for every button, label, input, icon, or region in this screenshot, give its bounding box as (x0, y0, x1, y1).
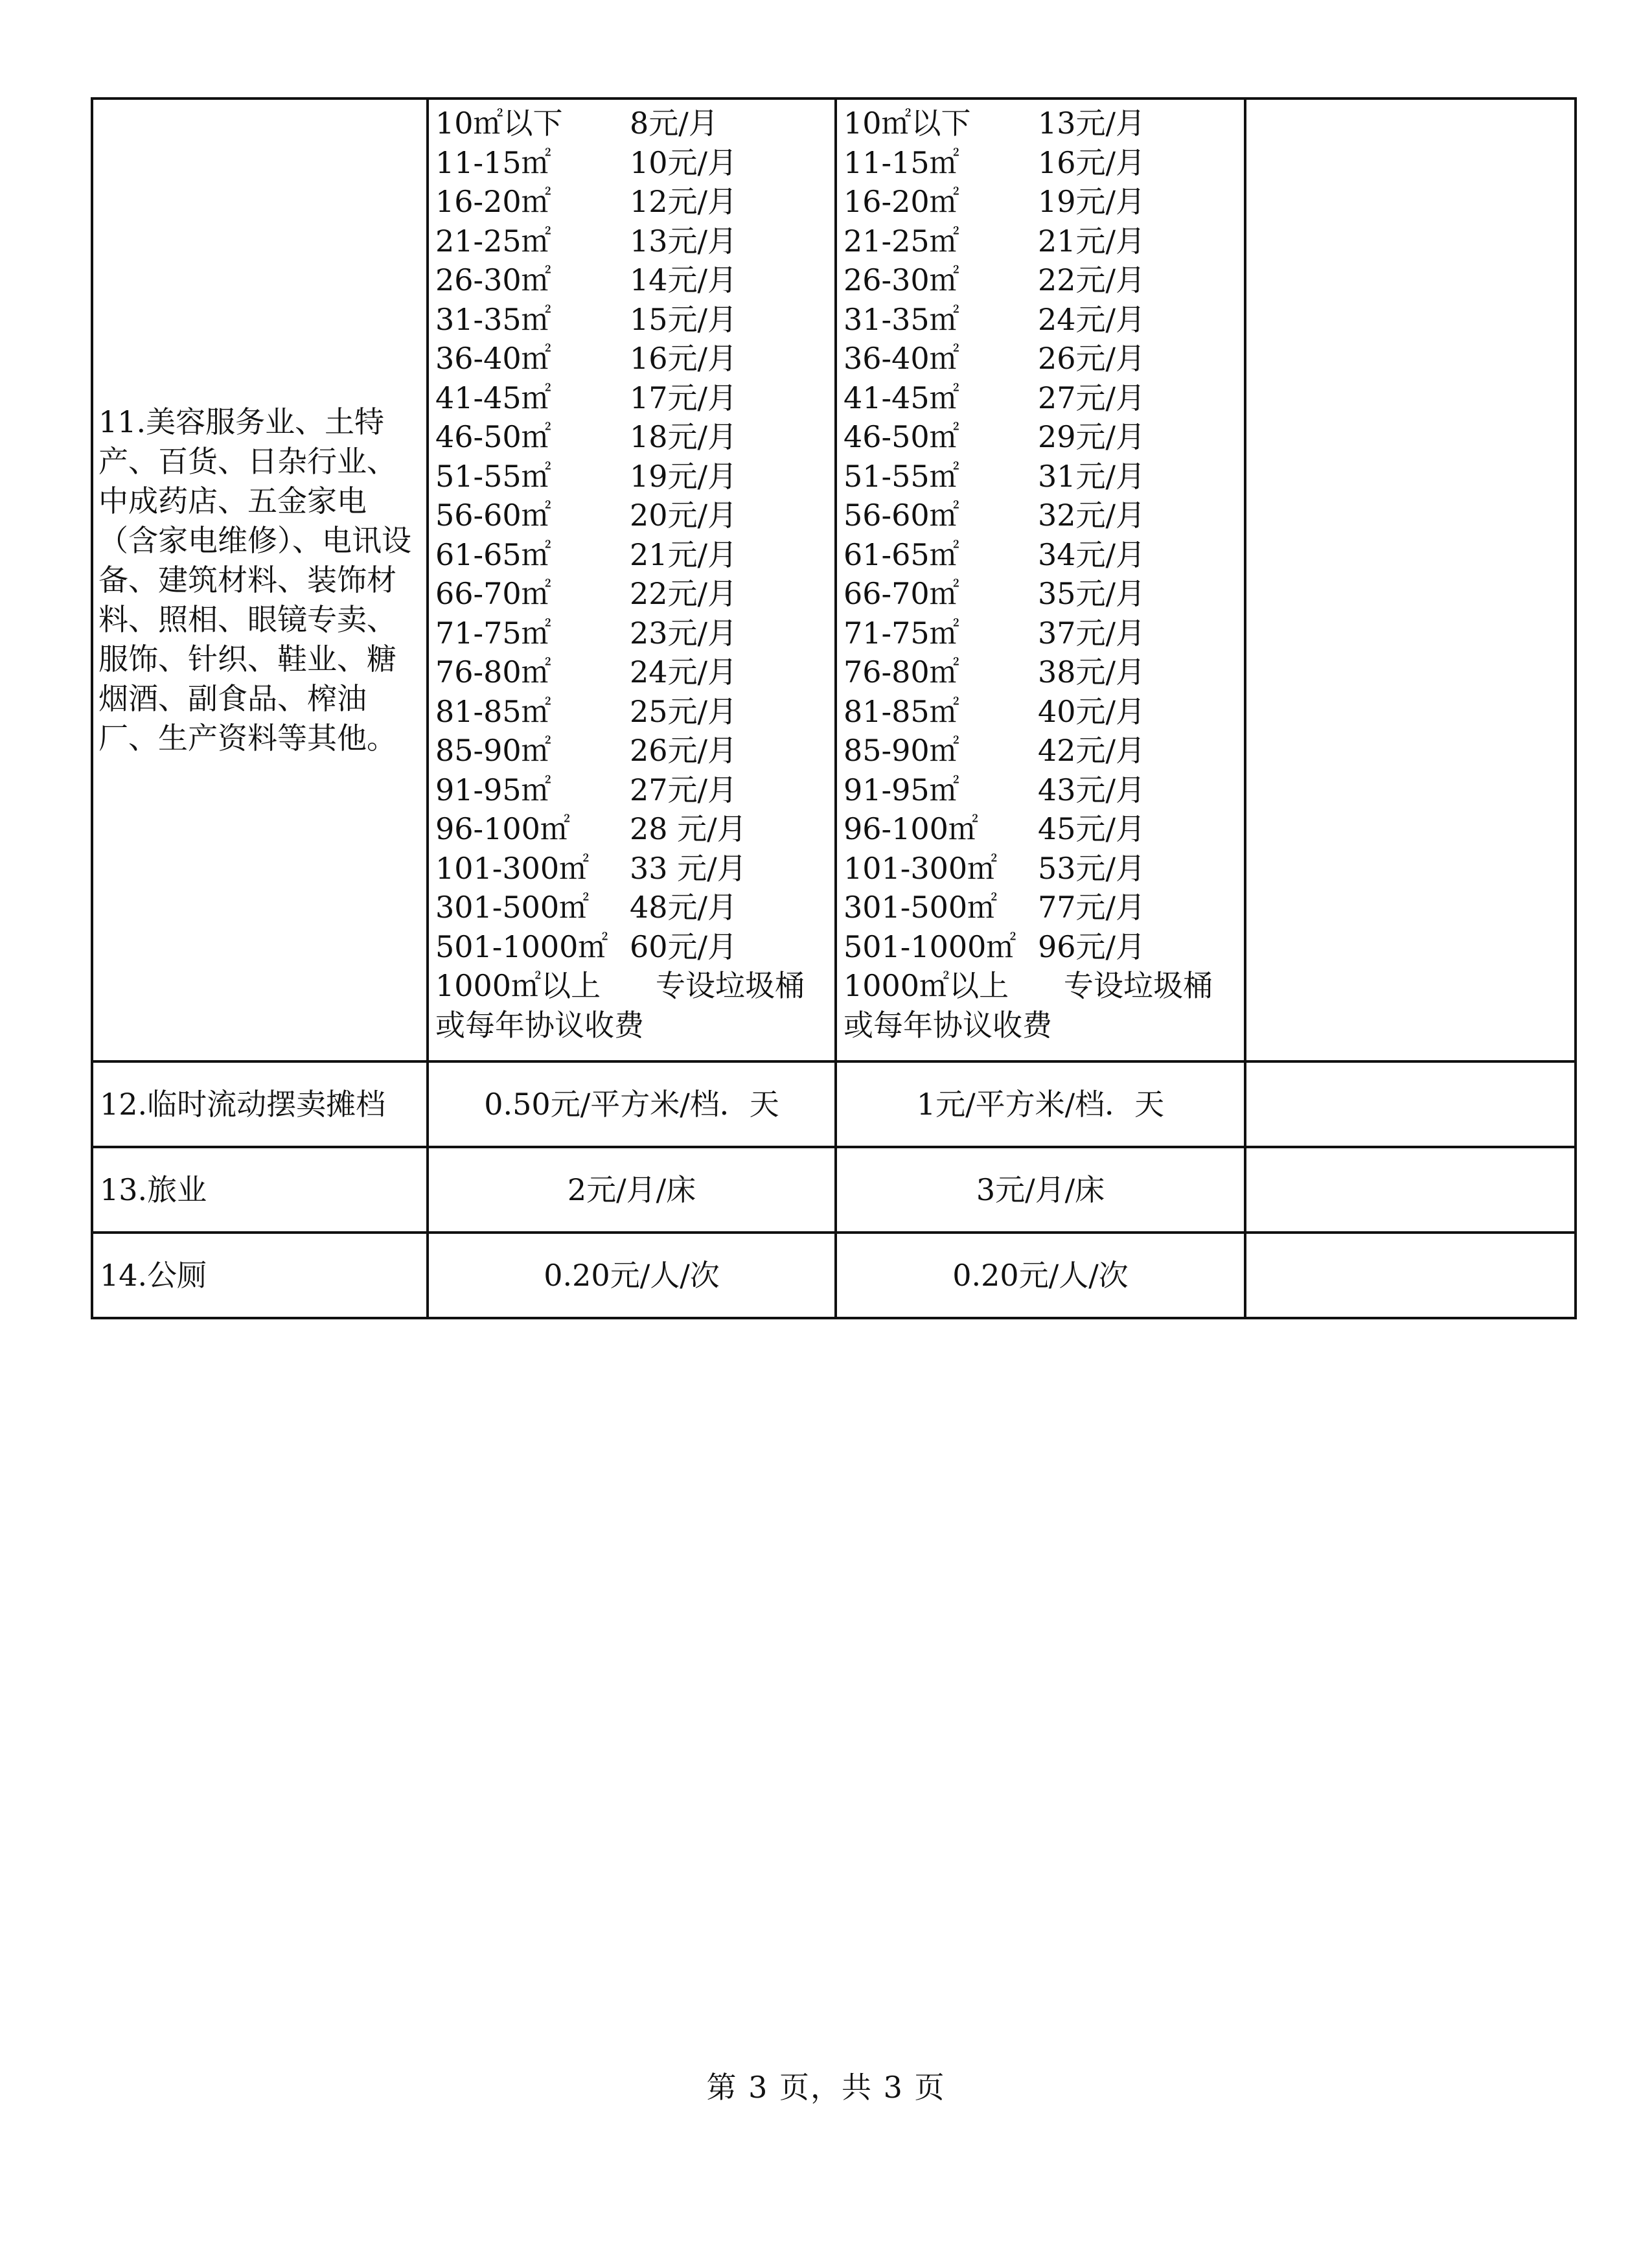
fee-cell-col2: 0.50元/平方米/档．天 (428, 1061, 836, 1147)
tier-price: 15元/月 (630, 301, 738, 337)
tier-row (429, 222, 834, 261)
tier-area: 76-80㎡ (843, 655, 959, 689)
tier-row (429, 182, 834, 222)
tier-price: 18元/月 (630, 419, 738, 454)
tier-area: 61-65㎡ (843, 537, 959, 572)
tier-price: 27元/月 (630, 772, 738, 807)
table-row-13 (92, 1147, 1576, 1233)
fee-table (91, 97, 1577, 1319)
tier-area: 61-65㎡ (435, 537, 551, 572)
tier-price: 19元/月 (1038, 184, 1146, 219)
tier-row (429, 496, 834, 535)
tier-row (837, 222, 1244, 261)
tier-area: 21-25㎡ (435, 223, 551, 259)
tier-price: 21元/月 (630, 537, 738, 572)
tier-price: 29元/月 (1038, 419, 1146, 454)
tier-price: 26元/月 (1038, 341, 1146, 376)
tier-price: 45元/月 (1038, 811, 1146, 846)
tier-row (837, 574, 1244, 614)
table-row-11 (92, 98, 1576, 1061)
empty-cell (1245, 1061, 1576, 1147)
tier-row (837, 653, 1244, 692)
tier-area: 71-75㎡ (843, 615, 959, 651)
tier-row (429, 574, 834, 614)
tier-area: 41-45㎡ (435, 380, 551, 415)
tier-list-col2 (428, 98, 836, 1061)
tier-price: 23元/月 (630, 615, 738, 651)
tier-price: 10元/月 (630, 145, 738, 180)
category-cell-14: 14.公厕 (92, 1233, 428, 1318)
tier-area: 66-70㎡ (843, 576, 959, 611)
tier-price: 22元/月 (630, 576, 738, 611)
tier-area: 10㎡以下 (435, 106, 563, 141)
tier-row (429, 614, 834, 653)
tier-area: 16-20㎡ (435, 184, 551, 219)
tier-price: 20元/月 (630, 498, 738, 533)
tier-row (837, 378, 1244, 418)
tier-price: 22元/月 (1038, 262, 1146, 297)
tier-price: 35元/月 (1038, 576, 1146, 611)
tier-row (837, 143, 1244, 183)
tier-row (429, 888, 834, 927)
tier-row (429, 143, 834, 183)
tier-row (837, 692, 1244, 732)
tier-area: 76-80㎡ (435, 655, 551, 689)
tier-row (429, 535, 834, 575)
tier-area: 26-30㎡ (435, 262, 551, 297)
tier-area: 301-500㎡ (843, 890, 998, 925)
tier-price: 16元/月 (1038, 145, 1146, 180)
tier-price: 77元/月 (1038, 890, 1146, 925)
tier-row (429, 770, 834, 810)
tier-row (429, 653, 834, 692)
tier-row (429, 300, 834, 340)
tier-area: 51-55㎡ (843, 458, 959, 494)
tier-row (837, 535, 1244, 575)
category-cell-12: 12.临时流动摆卖摊档 (92, 1061, 428, 1147)
tier-area: 85-90㎡ (435, 733, 551, 768)
tier-area: 56-60㎡ (843, 498, 959, 533)
tier-price: 28 元/月 (630, 811, 747, 846)
tier-price: 8元/月 (630, 106, 718, 141)
tier-row (429, 849, 834, 888)
tier-area: 91-95㎡ (435, 772, 551, 807)
tier-area: 71-75㎡ (435, 615, 551, 651)
tier-row (837, 417, 1244, 457)
tier-row (429, 692, 834, 732)
tier-price: 60元/月 (630, 929, 738, 964)
tier-area: 31-35㎡ (843, 301, 959, 337)
tier-last-area: 1000㎡以上 (843, 968, 1009, 1003)
tier-area: 91-95㎡ (843, 772, 959, 807)
tier-price: 26元/月 (630, 733, 738, 768)
tier-last-note: 专设垃圾桶或每年协议收费 (435, 968, 805, 1043)
tier-area: 501-1000㎡ (843, 929, 1016, 964)
category-cell-11: 11.美容服务业、土特产、百货、日杂行业、中成药店、五金家电（含家电维修）、电讯设备、建筑材料、装饰材料、照相、眼镜专卖、服饰、针织、鞋业、糖烟酒、副食品、榨油厂、生产资料等其他。 (92, 98, 428, 1061)
tier-row (837, 104, 1244, 143)
tier-row (837, 927, 1244, 967)
tier-price: 31元/月 (1038, 458, 1146, 494)
tier-area: 501-1000㎡ (435, 929, 608, 964)
tier-list-col3 (836, 98, 1245, 1061)
tier-area: 11-15㎡ (435, 145, 551, 180)
tier-row (429, 104, 834, 143)
tier-price: 32元/月 (1038, 498, 1146, 533)
tier-row (429, 809, 834, 849)
tier-price: 12元/月 (630, 184, 738, 219)
tier-area: 56-60㎡ (435, 498, 551, 533)
tier-area: 66-70㎡ (435, 576, 551, 611)
tier-last-col2 (429, 966, 824, 1045)
page-number: 第 3 页，共 3 页 (706, 2070, 946, 2105)
tier-area: 51-55㎡ (435, 458, 551, 494)
tier-area: 46-50㎡ (435, 419, 551, 454)
fee-cell-col2: 2元/月/床 (428, 1147, 836, 1233)
tier-price: 24元/月 (1038, 301, 1146, 337)
table-row-12 (92, 1061, 1576, 1147)
tier-row (837, 614, 1244, 653)
tier-price: 13元/月 (1038, 106, 1146, 141)
tier-price: 25元/月 (630, 693, 738, 729)
tier-row (429, 261, 834, 300)
tier-price: 43元/月 (1038, 772, 1146, 807)
tier-price: 17元/月 (630, 380, 738, 415)
tier-price: 40元/月 (1038, 693, 1146, 729)
fee-cell-col3: 3元/月/床 (836, 1147, 1245, 1233)
tier-price: 48元/月 (630, 890, 738, 925)
tier-last-col3 (837, 966, 1232, 1045)
tier-price: 53元/月 (1038, 850, 1146, 886)
tier-area: 16-20㎡ (843, 184, 959, 219)
tier-price: 37元/月 (1038, 615, 1146, 651)
empty-cell (1245, 1233, 1576, 1318)
tier-area: 11-15㎡ (843, 145, 959, 180)
tier-row (837, 888, 1244, 927)
tier-last-note: 专设垃圾桶或每年协议收费 (843, 968, 1213, 1043)
fee-cell-col3: 0.20元/人/次 (836, 1233, 1245, 1318)
tier-area: 96-100㎡ (843, 811, 978, 846)
tier-row (837, 457, 1244, 496)
tier-price: 19元/月 (630, 458, 738, 494)
tier-area: 81-85㎡ (843, 693, 959, 729)
tier-row (837, 300, 1244, 340)
tier-area: 31-35㎡ (435, 301, 551, 337)
tier-row (837, 496, 1244, 535)
tier-price: 33 元/月 (630, 850, 747, 886)
tier-area: 301-500㎡ (435, 890, 590, 925)
category-cell-13: 13.旅业 (92, 1147, 428, 1233)
tier-price: 21元/月 (1038, 223, 1146, 259)
table-row-14 (92, 1233, 1576, 1318)
tier-row (837, 339, 1244, 378)
tier-last-area: 1000㎡以上 (435, 968, 601, 1003)
tier-row (429, 731, 834, 770)
tier-row (429, 927, 834, 967)
tier-price: 38元/月 (1038, 655, 1146, 689)
tier-row (429, 339, 834, 378)
tier-row (429, 417, 834, 457)
tier-price: 96元/月 (1038, 929, 1146, 964)
tier-area: 21-25㎡ (843, 223, 959, 259)
tier-row (837, 770, 1244, 810)
tier-price: 13元/月 (630, 223, 738, 259)
tier-area: 36-40㎡ (435, 341, 551, 376)
tier-area: 41-45㎡ (843, 380, 959, 415)
tier-area: 10㎡以下 (843, 106, 971, 141)
tier-row (837, 182, 1244, 222)
tier-price: 16元/月 (630, 341, 738, 376)
tier-price: 42元/月 (1038, 733, 1146, 768)
tier-row (837, 809, 1244, 849)
fee-cell-col2: 0.20元/人/次 (428, 1233, 836, 1318)
tier-area: 101-300㎡ (843, 850, 998, 886)
tier-area: 46-50㎡ (843, 419, 959, 454)
tier-area: 101-300㎡ (435, 850, 590, 886)
tier-area: 96-100㎡ (435, 811, 570, 846)
tier-row (837, 731, 1244, 770)
tier-price: 27元/月 (1038, 380, 1146, 415)
tier-area: 36-40㎡ (843, 341, 959, 376)
tier-area: 26-30㎡ (843, 262, 959, 297)
tier-price: 34元/月 (1038, 537, 1146, 572)
empty-cell (1245, 98, 1576, 1061)
fee-cell-col3: 1元/平方米/档．天 (836, 1061, 1245, 1147)
tier-price: 14元/月 (630, 262, 738, 297)
tier-row (429, 378, 834, 418)
tier-row (429, 457, 834, 496)
tier-row (837, 849, 1244, 888)
tier-price: 24元/月 (630, 655, 738, 689)
empty-cell (1245, 1147, 1576, 1233)
tier-row (837, 261, 1244, 300)
tier-area: 81-85㎡ (435, 693, 551, 729)
tier-area: 85-90㎡ (843, 733, 959, 768)
